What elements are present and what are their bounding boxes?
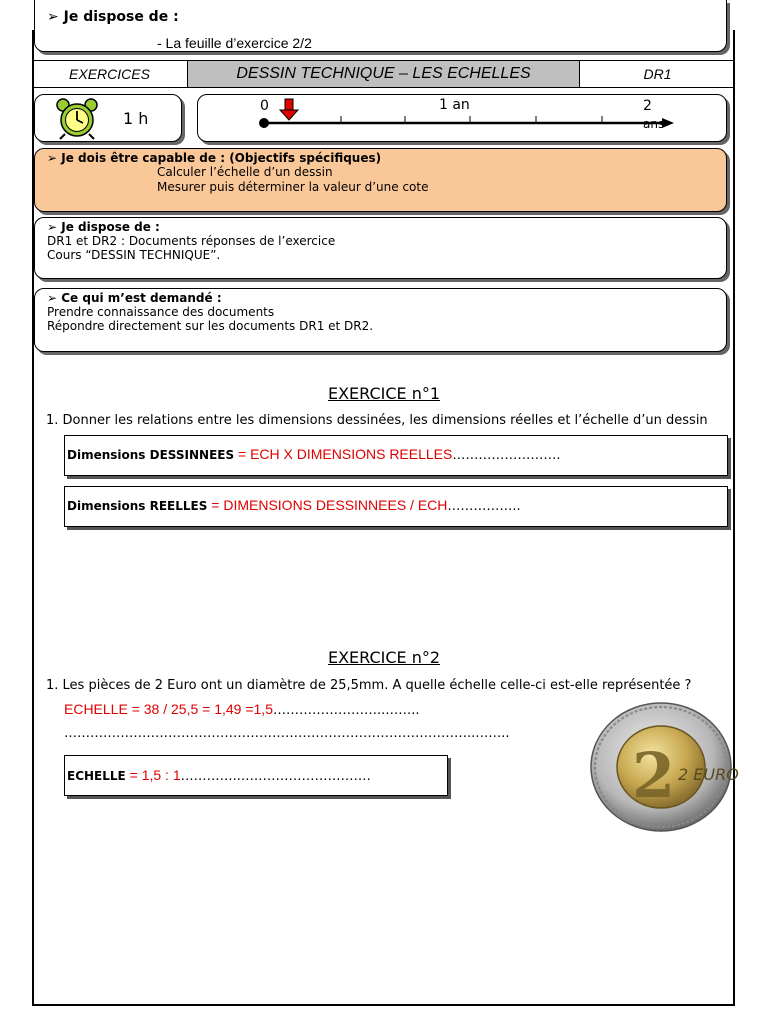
position-arrow-icon xyxy=(280,99,298,121)
duration-label: 1 h xyxy=(123,109,149,128)
intro-heading: ➢ Je dispose de : xyxy=(47,9,179,25)
svg-text:2: 2 xyxy=(632,739,676,812)
arrow-icon: ➢ xyxy=(47,291,62,305)
timeline-label-end-unit: ans xyxy=(643,117,665,131)
demand-line: Prendre connaissance des documents xyxy=(47,305,275,319)
duration-box xyxy=(34,94,182,142)
scale-answer: = 1,5 : 1 xyxy=(125,767,181,783)
objectives-heading: ➢ Je dois être capable de : (Objectifs spécifiques) xyxy=(47,151,382,165)
coin-text: 2 EURO xyxy=(678,765,739,784)
resources-line: DR1 et DR2 : Documents réponses de l’exercice xyxy=(47,234,336,248)
intro-box xyxy=(34,0,727,52)
exercise-2-answer-box xyxy=(64,755,448,796)
demand-box xyxy=(34,288,727,352)
objective-item: Calculer l’échelle d’un dessin xyxy=(157,165,333,179)
objectives-box xyxy=(34,148,727,212)
arrow-icon: ➢ xyxy=(47,9,64,25)
answer-dots: ……………………..…….. xyxy=(272,703,420,718)
answer-row xyxy=(67,765,371,784)
exercise-1-answer-box-1 xyxy=(64,435,728,476)
timeline-label-start: 0 xyxy=(260,98,269,114)
answer-row xyxy=(67,444,561,463)
timeline-box xyxy=(197,94,727,142)
answer-dots: …………..………………………… xyxy=(180,769,371,784)
exercise-2-section xyxy=(34,648,734,667)
exercise-2-question: 1. Les pièces de 2 Euro ont un diamètre de 25,5mm. A quelle échelle celle-ci est-elle représentée ? xyxy=(46,678,692,693)
exercise-2-dots-line: …………………………………………………………………………………..…….. xyxy=(64,726,510,741)
arrow-icon: ➢ xyxy=(47,220,62,234)
exercise-1-section xyxy=(34,384,734,403)
objective-item: Mesurer puis déterminer la valeur d’une cote xyxy=(157,180,429,194)
header-row xyxy=(32,60,735,88)
resources-line: Cours “DESSIN TECHNIQUE”. xyxy=(47,248,221,262)
two-euro-coin-image xyxy=(590,702,739,832)
scale-calculation: ECHELLE = 38 / 25,5 = 1,49 =1,5 xyxy=(64,701,273,717)
exercise-2-title: EXERCICE n°2 xyxy=(327,648,441,667)
timeline-label-mid: 1 an xyxy=(439,97,470,113)
real-dimensions-label: Dimensions REELLES xyxy=(67,499,208,513)
resources-heading: ➢ Je dispose de : xyxy=(47,220,160,234)
intro-line: - La feuille d’exercice 2/2 xyxy=(157,35,312,51)
exercise-1-answer-box-2 xyxy=(64,486,728,527)
exercise-2-answer-line xyxy=(64,699,420,718)
demand-heading: ➢ Ce qui m’est demandé : xyxy=(47,291,222,305)
header-right: DR1 xyxy=(643,66,672,82)
exercise-1-question: 1. Donner les relations entre les dimensions dessinées, les dimensions réelles et l’échelle d’un dessin xyxy=(46,413,708,428)
arrow-icon: ➢ xyxy=(47,151,62,165)
header-left: EXERCICES xyxy=(69,66,150,82)
alarm-clock-icon xyxy=(53,96,103,140)
header-center: DESSIN TECHNIQUE – LES ECHELLES xyxy=(187,61,580,87)
answer-dots: ……………………. xyxy=(452,448,561,463)
drawn-dimensions-answer: = ECH X DIMENSIONS REELLES xyxy=(234,446,453,462)
real-dimensions-answer: = DIMENSIONS DESSINNEES / ECH xyxy=(207,497,448,513)
answer-row xyxy=(67,495,521,514)
demand-line: Répondre directement sur les documents DR1 et DR2. xyxy=(47,319,374,333)
timeline-label-end: 2 xyxy=(643,98,652,114)
drawn-dimensions-label: Dimensions DESSINNEES xyxy=(67,448,235,462)
resources-box xyxy=(34,217,727,279)
scale-label: ECHELLE xyxy=(67,769,126,783)
exercise-1-title: EXERCICE n°1 xyxy=(327,384,441,403)
answer-dots: …………….. xyxy=(447,499,521,514)
